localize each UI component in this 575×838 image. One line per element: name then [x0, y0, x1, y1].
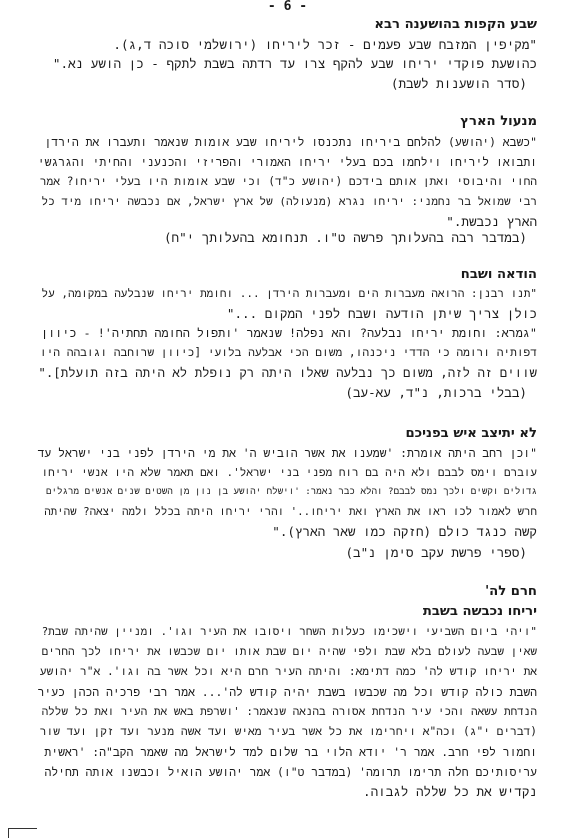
section-subheading: יריחו נכבשה בשבת [422, 604, 537, 619]
text-line: "תנו רבנן: הרואה מעברות הים ומעברות הירדן ... וחומת יריחו שנבלעה במקומה, על [41, 287, 537, 300]
source-citation: (סדר הושענות לשבת) [390, 76, 527, 91]
text-line: וחמור לפי חרב. אמר ר' יודא הלוי בר שלום למד לישראל מה שאמר הקב"ה: 'ראשית [44, 745, 537, 759]
text-line: (דברים י"ג) וכה"א ויחרימו את כל אשר בעיר מאיש ועד אשה מנער ועד זקן ועד שור [39, 725, 537, 738]
text-line: "גמרא: וחומת יריחו נבלעה? והא נפלה! שנאמר 'ותפול החומה תחתיה'! - כיוון [41, 326, 537, 340]
text-line: חרש לאמור לכו ראו את הארץ ואת יריחו..' והרי יריחו היתה בכלל ולמה יצאה? שהיתה [44, 505, 537, 518]
text-line: שווים זה לזה, משום כך נבלעה שאלו היתה רק נופלת לא היתה בזה תועלת]." [38, 365, 537, 380]
section-heading: שבע הקפות בהושענה רבא [374, 17, 537, 32]
text-line: החוי והיבוסי ואתן אותם בידכם (יהושע כ"ד) וכי שבע אומות היו בעלי יריחו? אמר [39, 175, 537, 188]
text-line: "וכן רחב היתה אומרת: 'שמענו את אשר הוביש ה' את מי הירדן לפני בני ישראל עד [37, 446, 537, 460]
scan-corner-mark [8, 828, 37, 838]
text-line: הנדחת עשאה והכי עיר הנדחת אסורה בהנאה שנאמר: 'ושרפת באש את העיר ואת כל שללה [41, 705, 537, 718]
section-heading: לא יתיצב איש בפניכם [405, 426, 537, 441]
text-line: דפותיה ורומה כי הדדי ניכנהו, משום הכי אבלעה בלועי [כיוון שרוחבה וגובהה היו [39, 346, 537, 359]
text-line: השבת כולה קודש וכל מה שכבשו בשבת יהיה קודש לה'... אמר רבי פרכיה הכהן כעיר [37, 685, 537, 699]
text-line: "ויהי ביום השביעי וישכימו כעלות השחר ויסובו את העיר וגו'. ומניין שהיתה שבת? [41, 625, 537, 638]
text-line: כהושעת פוקדי יריחו שבע להקף צרו עד רדתה בשבת לתקף - כן הושע נא." [52, 56, 537, 71]
page-number: - 6 - [267, 0, 308, 14]
text-line: הארץ נכבשת." [446, 214, 537, 229]
text-line: עריסותיכם חלה תרימו תרומה' (במדבר ט"ו) אמר יהושע הואיל וכבשנו אותה תחילה [44, 765, 537, 779]
text-line: "כשבא (יהושע) להלחם ביריחו נתכנסו ליריחו שבע אומות שנאמר ותעברו את הירדן [44, 135, 537, 149]
section-heading: מנעול הארץ [460, 114, 537, 129]
section-heading: חרם לה' [485, 584, 537, 599]
text-line: ותבואו ליריחו וילחמו בכם בעלי יריחו האמורי והפריזי והכנעני והחיתי והגרגשי [37, 155, 537, 169]
text-line: גדולים וקשים ולכך נמס לבבם? והלא כבר נאמר: 'וישלח יהושע בן נון מן השטים שנים אנשים מרגלים [45, 486, 537, 497]
text-line: רבי שמואל בר נחמני: יריחו נגרא (מנעולה) של ארץ ישראל, אם נכבשה יריחו מיד כל [41, 195, 537, 208]
text-line: "מקיפין המזבח שבע פעמים - זכר ליריחו (ירושלמי סוכה ד,ג). [113, 37, 537, 52]
source-citation: (ספרי פרשת עקב סימן נ"ב) [345, 545, 527, 560]
source-citation: (במדבר רבה בהעלותך פרשה ט"ו. תנחומא בהעלותך י"ח) [163, 230, 527, 245]
source-citation: (בבלי ברכות, נ"ד, עא-עב) [345, 385, 527, 400]
text-line: עוברם וימס לבבם ולא היה בם רוח מפני בני ישראל'. ואם תאמר שלא היו אנשי יריחו [41, 466, 537, 479]
text-line: את יריחו קודש לה' כמה דתימא: והיתה העיר חרם היא וכל אשר בה וגו'. א"ר יהושע [39, 665, 537, 678]
text-line: נקדיש את כל שללה לגבוה. [363, 784, 537, 799]
text-line: קשה כנגד כולם (חזקה כמו שאר הארץ)." [272, 524, 537, 539]
text-line: כולן צריך שיתן הודעה ושבח לפני המקום ..." [226, 306, 537, 321]
text-line: שאין שבעה לעולם בלא שבת ולפי שהיה יום שבת אותו יום שכבשו את יריחו לכך החרים [41, 645, 537, 658]
section-heading: הודאה ושבח [460, 267, 537, 282]
